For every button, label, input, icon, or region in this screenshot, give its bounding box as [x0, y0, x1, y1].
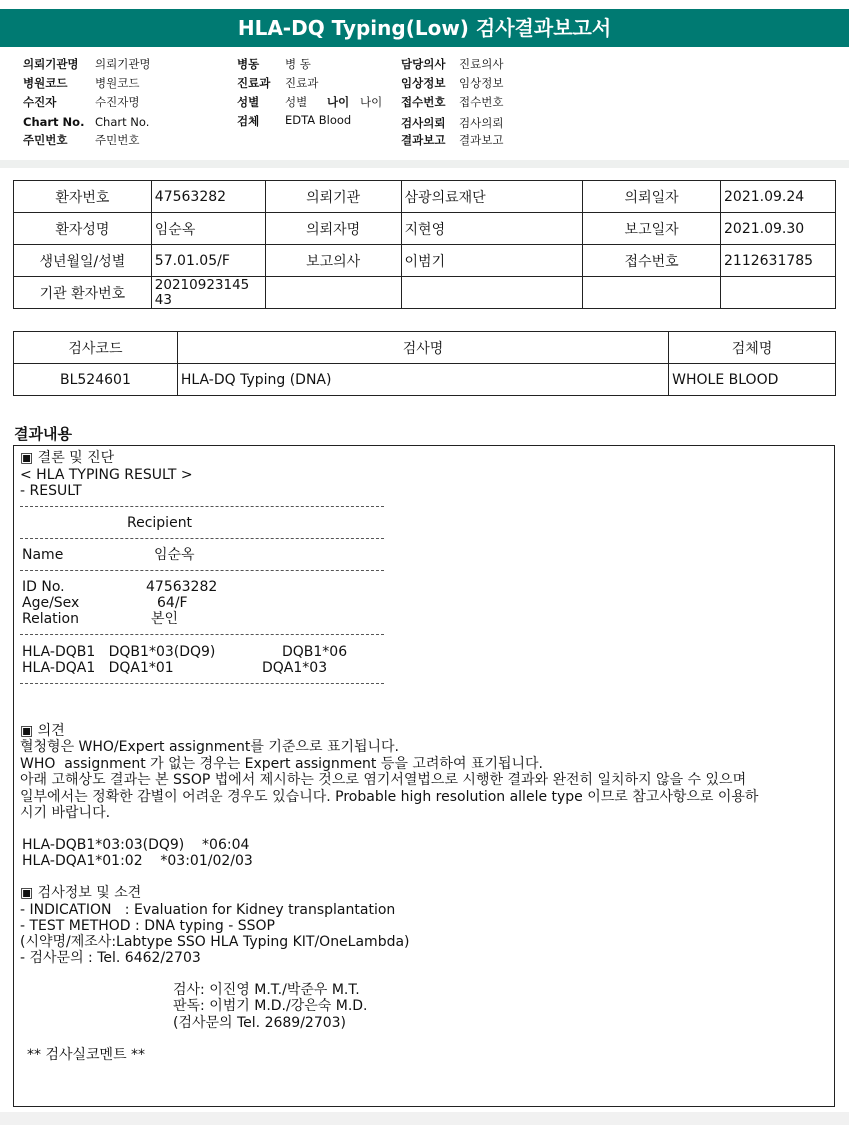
table-cell: 기관 환자번호 — [14, 277, 152, 309]
meta-value: 진료과 — [285, 76, 319, 90]
result-line: DQB1*06 — [282, 644, 348, 660]
result-line: 64/F — [157, 595, 188, 611]
meta-value: Chart No. — [95, 115, 150, 129]
table-cell — [721, 277, 836, 309]
meta-label: 임상정보 — [401, 76, 446, 90]
result-line: HLA-DQB1 DQB1*03(DQ9) — [22, 644, 216, 660]
column-header: 검사코드 — [14, 332, 178, 364]
meta-label: 진료과 — [237, 76, 271, 90]
result-line: 임순옥 — [154, 547, 195, 563]
table-cell: 생년월일/성별 — [14, 245, 152, 277]
meta-label: 성별 — [237, 95, 260, 109]
meta-label: 검사의뢰 — [401, 116, 446, 130]
meta-value: 결과보고 — [459, 133, 504, 147]
result-line: - RESULT — [20, 483, 82, 499]
divider — [0, 160, 849, 168]
meta-label: 나이 — [327, 95, 350, 109]
result-line: ▣ 결론 및 진단 — [20, 450, 115, 466]
result-line: 시기 바랍니다. — [20, 805, 111, 821]
result-line: WHO assignment 가 없는 경우는 Expert assignment 등을 고려하여 표기됩니다. — [20, 756, 543, 772]
table-cell: 접수번호 — [583, 245, 721, 277]
result-line: DQA1*03 — [262, 660, 328, 676]
meta-value: 의뢰기관명 — [95, 57, 151, 71]
result-line: ▣ 검사정보 및 소견 — [20, 885, 142, 901]
result-line: 아래 고해상도 결과는 본 SSOP 법에서 제시하는 것으로 염기서열법으로 시행한 결과와 완전히 일치하지 않을 수 있으며 — [20, 772, 747, 788]
table-cell: 2112631785 — [721, 245, 836, 277]
request-meta — [0, 56, 849, 156]
dashed-divider — [20, 570, 384, 571]
result-line: (검사문의 Tel. 2689/2703) — [173, 1015, 347, 1031]
result-line: HLA-DQB1*03:03(DQ9) *06:04 — [22, 837, 250, 853]
meta-label: 접수번호 — [401, 95, 446, 109]
table-cell: 2021.09.24 — [721, 181, 836, 213]
table-cell — [583, 277, 721, 309]
meta-label: Chart No. — [23, 115, 85, 129]
table-cell — [401, 277, 583, 309]
result-line: Relation — [22, 611, 79, 627]
result-line: - TEST METHOD : DNA typing - SSOP — [20, 918, 275, 934]
meta-label: 검체 — [237, 114, 260, 128]
table-cell: 의뢰자명 — [265, 213, 401, 245]
patient-info-table — [13, 180, 836, 309]
meta-label: 결과보고 — [401, 133, 446, 147]
result-content-box — [13, 445, 835, 1107]
report-title: HLA-DQ Typing(Low) 검사결과보고서 — [0, 9, 849, 47]
meta-label: 병원코드 — [23, 76, 68, 90]
table-cell: 이범기 — [401, 245, 583, 277]
meta-label: 수진자 — [23, 95, 57, 109]
result-line: Recipient — [127, 515, 193, 531]
table-cell: 환자성명 — [14, 213, 152, 245]
dashed-divider — [20, 538, 384, 539]
table-cell: 57.01.05/F — [151, 245, 265, 277]
meta-value: 성별 — [285, 95, 308, 109]
table-row — [14, 213, 836, 245]
table-row — [14, 245, 836, 277]
table-cell: 환자번호 — [14, 181, 152, 213]
meta-value: EDTA Blood — [285, 113, 352, 127]
table-cell: 의뢰일자 — [583, 181, 721, 213]
table-row — [14, 364, 836, 396]
table-cell: 삼광의료재단 — [401, 181, 583, 213]
result-line: - INDICATION : Evaluation for Kidney transplantation — [20, 902, 396, 918]
result-line: 검사: 이진영 M.T./박준우 M.T. — [173, 982, 360, 998]
table-header-row — [14, 332, 836, 364]
meta-value: 수진자명 — [95, 95, 140, 109]
meta-value: 검사의뢰 — [459, 116, 504, 130]
table-cell: 의뢰기관 — [265, 181, 401, 213]
table-row — [14, 277, 836, 309]
meta-value: 병원코드 — [95, 76, 140, 90]
test-info-table — [13, 331, 836, 396]
result-line: 혈청형은 WHO/Expert assignment를 기준으로 표기됩니다. — [20, 739, 399, 755]
result-line: HLA-DQA1*01:02 *03:01/02/03 — [22, 853, 253, 869]
meta-value: 임상정보 — [459, 76, 504, 90]
dashed-divider — [20, 506, 384, 507]
result-line: 47563282 — [146, 579, 218, 595]
page-footer-strip — [0, 1112, 849, 1125]
table-row — [14, 181, 836, 213]
dashed-divider — [20, 683, 384, 684]
result-line: 본인 — [151, 611, 179, 627]
table-cell: 2021.09.30 — [721, 213, 836, 245]
table-cell: BL524601 — [14, 364, 178, 396]
meta-value: 주민번호 — [95, 133, 140, 147]
result-line: 일부에서는 정확한 감별이 어려운 경우도 있습니다. Probable high resolution allele type 이므로 참고사항으로 이용하 — [20, 789, 759, 805]
result-line: ** 검사실코멘트 ** — [27, 1047, 146, 1063]
meta-value: 병 동 — [285, 57, 311, 71]
table-cell: 47563282 — [151, 181, 265, 213]
result-line: - 검사문의 : Tel. 6462/2703 — [20, 950, 201, 966]
result-section-title: 결과내용 — [14, 425, 72, 443]
table-cell — [265, 277, 401, 309]
result-line: Name — [22, 547, 64, 563]
table-cell: HLA-DQ Typing (DNA) — [177, 364, 668, 396]
column-header: 검체명 — [669, 332, 836, 364]
result-line: Age/Sex — [22, 595, 80, 611]
table-cell: 지현영 — [401, 213, 583, 245]
result-line: (시약명/제조사:Labtype SSO HLA Typing KIT/OneLambda) — [20, 934, 410, 950]
meta-value: 나이 — [360, 95, 383, 109]
meta-value: 진료의사 — [459, 57, 504, 71]
dashed-divider — [20, 634, 384, 635]
result-line: HLA-DQA1 DQA1*01 — [22, 660, 174, 676]
table-cell: 20210923145 43 — [151, 277, 265, 309]
table-cell: 임순옥 — [151, 213, 265, 245]
meta-value: 접수번호 — [459, 95, 504, 109]
column-header: 검사명 — [177, 332, 668, 364]
meta-label: 담당의사 — [401, 57, 446, 71]
meta-label: 주민번호 — [23, 133, 68, 147]
result-line: ID No. — [22, 579, 65, 595]
meta-label: 의뢰기관명 — [23, 57, 79, 71]
result-line: 판독: 이범기 M.D./강은숙 M.D. — [173, 998, 368, 1014]
meta-label: 병동 — [237, 57, 260, 71]
table-cell: WHOLE BLOOD — [669, 364, 836, 396]
table-cell: 보고일자 — [583, 213, 721, 245]
table-cell: 보고의사 — [265, 245, 401, 277]
result-line: < HLA TYPING RESULT > — [20, 467, 193, 483]
result-line: ▣ 의견 — [20, 723, 65, 739]
